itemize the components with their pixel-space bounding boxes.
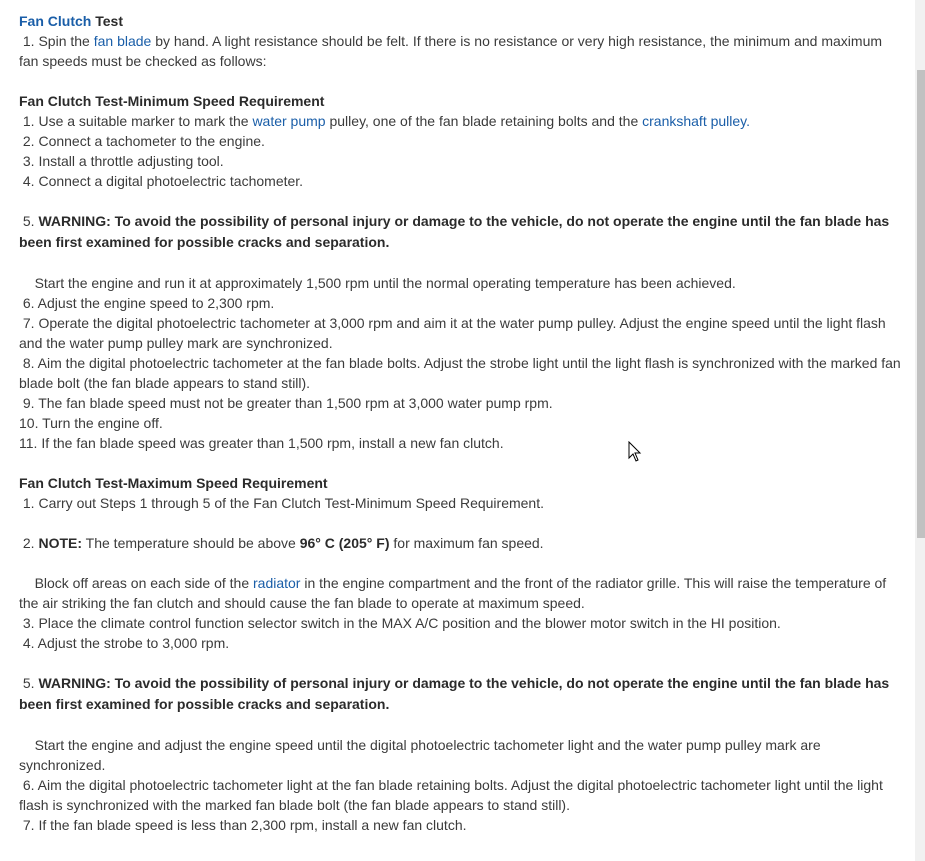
radiator-link[interactable]: radiator — [253, 575, 301, 591]
intro-step: 1. Spin the fan blade by hand. A light resistance should be felt. If there is no resistance or very high resistance, the minimum and maximum fan speeds must be checked as follows: — [19, 33, 883, 69]
min-step-3: 3. Install a throttle adjusting tool. — [22, 153, 224, 169]
scrollbar-thumb[interactable] — [917, 70, 925, 538]
title-link[interactable]: Fan Clutch — [19, 13, 92, 29]
fan-blade-link[interactable]: fan blade — [93, 33, 152, 49]
min-step-7: 7. Operate the digital photoelectric tachometer at 3,000 rpm and aim it at the water pump pulley. Adjust the engine speed until the light flash and the water pump pulley mark are synchronized. — [19, 315, 886, 351]
min-step-2: 2. Connect a tachometer to the engine. — [22, 133, 265, 149]
max-speed-heading: Fan Clutch Test-Maximum Speed Requirement — [19, 475, 328, 491]
min-step-11: 11. If the fan blade speed was greater than 1,500 rpm, install a new fan clutch. — [19, 435, 504, 451]
max-start: Start the engine and adjust the engine speed until the digital photoelectric tachometer light and the water pump pulley mark are synchronized. — [19, 737, 821, 773]
min-step-8: 8. Aim the digital photoelectric tachometer at the fan blade bolts. Adjust the strobe light until the light flash is synchronized with the marked fan blade bolt (the fan blade appears to stand still). — [19, 355, 901, 391]
min-start: Start the engine and run it at approximately 1,500 rpm until the normal operating temperature has been achieved. — [34, 275, 736, 291]
max-step-7: 7. If the fan blade speed is less than 2,300 rpm, install a new fan clutch. — [22, 817, 467, 833]
document-content — [19, 11, 905, 835]
min-step-10: 10. Turn the engine off. — [19, 415, 163, 431]
mouse-cursor-icon — [628, 441, 642, 463]
crankshaft-pulley-link[interactable]: crankshaft pulley — [642, 113, 747, 129]
max-step-3: 3. Place the climate control function selector switch in the MAX A/C position and the blower motor switch in the HI position. — [22, 615, 781, 631]
min-step-1: 1. Use a suitable marker to mark the water pump pulley, one of the fan blade retaining bolts and the crankshaft pulley. — [22, 113, 751, 129]
min-step-6: 6. Adjust the engine speed to 2,300 rpm. — [22, 295, 275, 311]
min-step-4: 4. Connect a digital photoelectric tachometer. — [22, 173, 304, 189]
min-warning: 5. WARNING: To avoid the possibility of personal injury or damage to the vehicle, do not operate the engine until the fan blade has been first examined for possible cracks and separation. — [19, 213, 890, 250]
page-title — [19, 11, 905, 31]
max-note: 2. NOTE: The temperature should be above 96° C (205° F) for maximum fan speed. — [22, 535, 544, 551]
max-step-6: 6. Aim the digital photoelectric tachometer light at the fan blade retaining bolts. Adjust the digital photoelectric tachometer light until the light flash is synchronized with the marked fan blade bolt (the fan blade appears to stand still). — [19, 777, 883, 813]
title-text: Test — [95, 13, 123, 29]
water-pump-link[interactable]: water pump — [252, 113, 326, 129]
max-step-1: 1. Carry out Steps 1 through 5 of the Fan Clutch Test-Minimum Speed Requirement. — [22, 495, 545, 511]
max-block: Block off areas on each side of the radiator in the engine compartment and the front of the radiator grille. This will raise the temperature of the air striking the fan clutch and should cause the fan blade to operate at maximum speed. — [19, 575, 887, 611]
min-step-9: 9. The fan blade speed must not be greater than 1,500 rpm at 3,000 water pump rpm. — [22, 395, 553, 411]
min-speed-heading: Fan Clutch Test-Minimum Speed Requirement — [19, 93, 325, 109]
max-step-4: 4. Adjust the strobe to 3,000 rpm. — [22, 635, 230, 651]
max-warning: 5. WARNING: To avoid the possibility of personal injury or damage to the vehicle, do not operate the engine until the fan blade has been first examined for possible cracks and separation. — [19, 675, 890, 712]
